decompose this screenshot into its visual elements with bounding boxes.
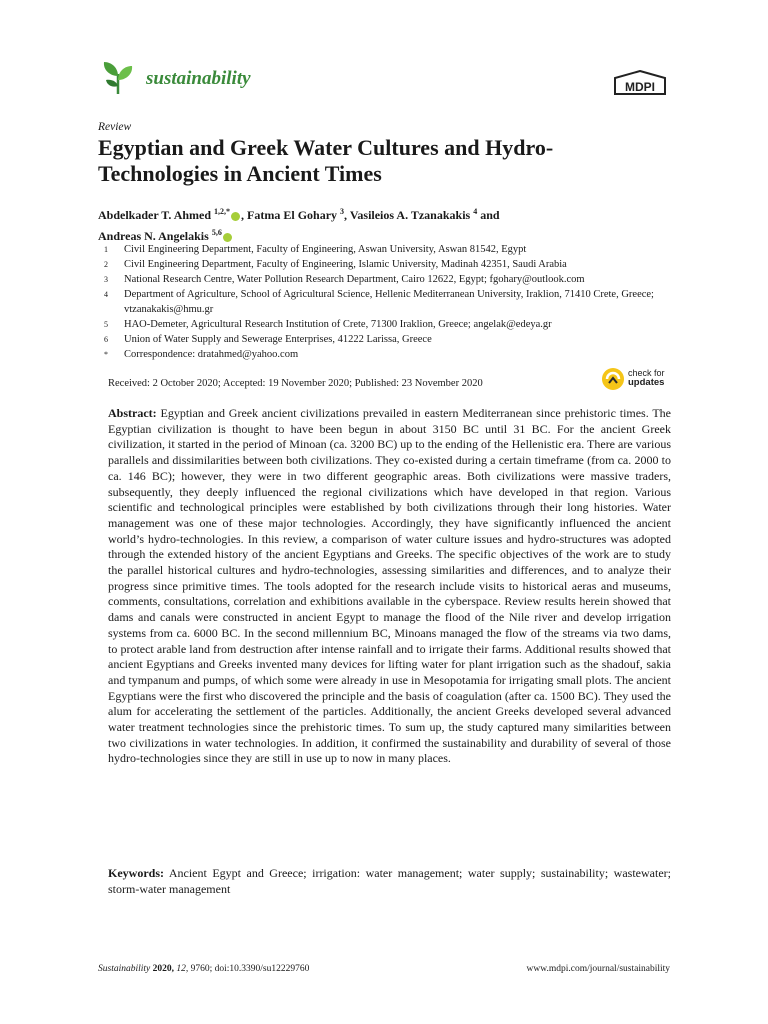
article-title: Egyptian and Greek Water Cultures and Hydro-Technologies in Ancient Times xyxy=(98,135,554,186)
affiliation-item: 4 Department of Agriculture, School of Agricultural Science, Hellenic Mediterranean University, Iraklion, 71410 Crete, Greece; vtzanakakis@hmu.gr xyxy=(104,289,654,315)
mdpi-logo-icon xyxy=(612,70,668,96)
affiliation-item: * Correspondence: dratahmed@yahoo.com xyxy=(104,349,299,360)
affiliation-item: 3 National Research Centre, Water Pollution Research Department, Cairo 12622, Egypt; fgohary@outlook.com xyxy=(104,274,585,285)
affiliation-item: 1 Civil Engineering Department, Faculty of Engineering, Aswan University, Aswan 81542, Egypt xyxy=(104,244,527,255)
author-name: Abdelkader T. Ahmed xyxy=(98,208,212,222)
abstract-label: Abstract: xyxy=(108,406,157,420)
author-list: Abdelkader T. Ahmed $^{1,2,*}$ , Fatma El Gohary $^3$, Vasileios A. Tzanakakis $^4$ and Andreas N. Angelakis $^{5,6}$ xyxy=(98,207,500,243)
affiliation-item: 2 Civil Engineering Department, Faculty of Engineering, Islamic University, Madinah 42351, Saudi Arabia xyxy=(104,259,567,270)
affiliations xyxy=(104,242,674,362)
orcid-icon[interactable] xyxy=(223,233,232,242)
journal-name: sustainability xyxy=(146,68,251,89)
author-name: Vasileios A. Tzanakakis xyxy=(349,208,471,222)
affiliation-item: 5 HAO-Demeter, Agricultural Research Institution of Crete, 71300 Iraklion, Greece; angelak@edeya.gr xyxy=(104,319,552,330)
journal-url[interactable]: www.mdpi.com/journal/sustainability xyxy=(526,964,670,974)
check-for-updates-label[interactable]: check for updates xyxy=(628,368,665,388)
orcid-icon[interactable] xyxy=(231,212,240,221)
article-type: Review xyxy=(98,121,132,133)
citation-footer: Sustainability 2020, 12, 9760; doi:10.3390/su12229760 xyxy=(98,964,310,974)
keywords-text: Ancient Egypt and Greece; irrigation: water management; water supply; sustainability; wastewater; storm-water management xyxy=(108,866,671,896)
affiliation-item: 6 Union of Water Supply and Sewerage Enterprises, 41222 Larissa, Greece xyxy=(104,334,432,345)
author-name: Fatma El Gohary xyxy=(247,208,338,222)
author-name: Andreas N. Angelakis xyxy=(98,229,209,243)
publisher-name: MDPI xyxy=(625,80,655,94)
abstract xyxy=(108,406,671,767)
keywords-label: Keywords: xyxy=(108,866,164,880)
keywords xyxy=(108,865,671,897)
publication-dates: Received: 2 October 2020; Accepted: 19 November 2020; Published: 23 November 2020 xyxy=(108,378,483,389)
abstract-text: Egyptian and Greek ancient civilizations prevailed in eastern Mediterranean since prehistoric times. The Egyptian civilization is thought to have been begun in about 3150 BC until 31 BC. For the ancient Greek civilization, it started in the period of Minoan (ca. 3200 BC) up to the ending of the Hellenistic era. There are various parallels and dissimilarities between both civilizations. They co-existed during a certain timeframe (from ca. 2000 to ca. 146 BC); however, they were in two different geographic areas. Both civilizations were massive traders, subsequently, they deeply influenced the regional civilizations which have developed in that region. Various scientific and technological principles were established by both civilizations through their long histories. Water management was one of these major technologies. Accordingly, they have significantly influenced the ancient world’s hydro-technologies. In this review, a comparison of water culture issues and hydro-structures was adopted through the extended history of the ancient Egyptians and Greeks. The specific objectives of the work are to study the parallel historical cultures and hydro-technologies, assessing similarities and differences, and to analyze their progress since primitive times. The tools adopted for the research include visits to historical aeras and museums, comments, consultations, correlation and exhibitions available in the cyberspace. Review results herein showed that dams and canals were constructed in ancient Egypt to manage the flood of the Nile river and develop irrigation systems from ca. 6000 BC. In the second millennium BC, Minoans managed the flow of the streams via two dams, to protect arable land from destruction after intense rainfall and to irrigate their farms. Additional results showed that ancient Egyptians and Greeks invented many devices for lifting water for plant irrigation such as the shadouf, sakia and tympanum and pumps, of which some were already in use in Mesopotamia for irrigating small plots. The ancient Egyptians were the first who discovered the principle and the basis of coagulation (after ca. 1500 BC). They used the alum for accelerating the settlement of the particles. Additionally, the ancient Greeks developed several advanced water treatment technologies since the prehistoric times. To sum up, the study captured many similarities between two civilizations in water technologies. In addition, it confirmed the sustainability and durability of several of those hydro-technologies since they are still in use up to now in many places. xyxy=(108,406,671,766)
sustainability-logo-icon xyxy=(98,58,138,98)
